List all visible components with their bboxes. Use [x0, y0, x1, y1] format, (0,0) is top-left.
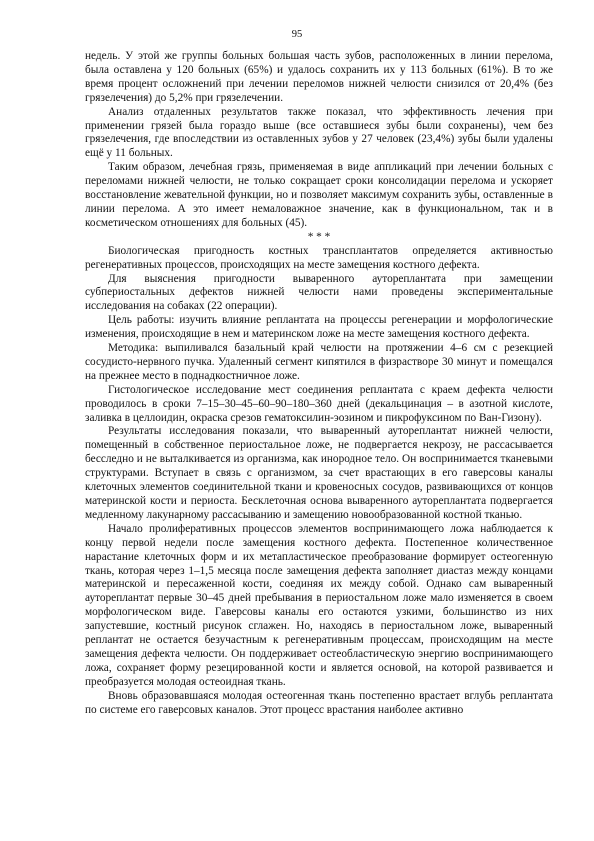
- paragraph: Таким образом, лечебная грязь, применяемая в виде аппликаций при лечении больных с переломами нижней челюсти, не только сокращает сроки консолидации перелома и ускоряет восстановление жевательной функции, но и позволяет максимум сохранить зубы, оставленные в линии перелома. А это имеет немаловажное значение, как в функциональном, так и в косметическом отношениях для больных (45).: [85, 161, 553, 229]
- paragraph: Вновь образовавшаяся молодая остеогенная ткань постепенно врастает вглубь реплантата по системе его гаверсовых каналов. Этот процесс врастания наиболее активно: [85, 689, 553, 716]
- paragraph: Цель работы: изучить влияние реплантата на процессы регенерации и морфологические изменения, происходящие в нем и материнском ложе на месте замещения костного дефекта.: [85, 314, 553, 341]
- paragraph: Биологическая пригодность костных трансплантатов определяется активностью регенеративных процессов, происходящих на месте замещения костного дефекта.: [85, 244, 553, 271]
- paragraph: Анализ отдаленных результатов также показал, что эффективность лечения при применении грязей была гораздо выше (все оставшиеся зубы были сохранены), чем без грязелечения, где впоследствии из оставленных зубов у 27 человек (23,4%) зубы были удалены ещё у 11 больных.: [85, 105, 553, 160]
- body-text: [85, 50, 553, 718]
- page-number: 95: [291, 29, 303, 40]
- paragraph: Для выяснения пригодности вываренного аутореплантата при замещении субпериостальных дефектов нижней челюсти нами проведены экспериментальные исследования на собаках (22 операции).: [85, 272, 553, 313]
- section-separator: * * *: [307, 230, 331, 243]
- paragraph: Начало пролиферативных процессов элементов воспринимающего ложа наблюдается к концу первой недели после замещения костного дефекта. Постепенное количественное нарастание клеточных форм и их метапластическое преобразование формирует остеогенную ткань, которая через 1–1,5 месяца после замещения дефекта заполняет диастаз между концами материнской и пересаженной кости, соединяя их между собой. Однако сам вываренный аутореплантат первые 30–45 дней пребывания в периостальном ложе мало изменяется в своем морфологическом виде. Гаверсовы каналы его остаются узкими, большинство из них запустевшие, костный рисунок сглажен. Но, находясь в периостальном ложе, вываренный реплантат не остается безучастным к регенеративным процессам, происходящим на месте замещения дефекта челюсти. Он поддерживает остеобластическую энергию воспринимающего ложа, сохраняет форму резецированной кости и является основой, на которой развивается и преобразуется молодая остеоидная ткань.: [85, 522, 553, 688]
- paragraph: Гистологическое исследование мест соединения реплантата с краем дефекта челюсти проводилось в сроки 7–15–30–45–60–90–180–360 дней (декальцинация – в азотной кислоте, заливка в целлоидин, окраска срезов гематоксилин-эозином и пикрофуксином по Ван-Гизону).: [85, 383, 553, 424]
- paragraph: недель. У этой же группы больных большая часть зубов, расположенных в линии перелома, была оставлена у 120 больных (65%) и удалось сохранить их у 113 больных (61%). В то же время процент осложнений при лечении переломов нижней челюсти снизился от 20,4% (без грязелечения) до 5,2% при грязелечении.: [85, 50, 553, 104]
- paragraph: Результаты исследования показали, что вываренный аутореплантат нижней челюсти, помещенный в собственное периостальное ложе, не подвергается некрозу, не рассасывается бесследно и не выталкивается из организма, как инородное тело. Он воспринимается тканевыми структурами. Вступает в связь с организмом, за счет врастающих в его гаверсовы каналы клеточных элементов соединительной ткани и кровеносных сосудов, развивающихся от концов материнской кости и периоста. Бесклеточная основа вываренного аутореплантата подвергается медленному лакунарному рассасыванию и замещению новообразованной костной тканью.: [85, 425, 553, 521]
- paragraph: Методика: выпиливался базальный край челюсти на протяжении 4–6 см с резекцией сосудисто-нервного пучка. Удаленный сегмент кипятился в физрастворе 30 минут и помещался на прежнее место в поднадкостничное ложе.: [85, 342, 553, 382]
